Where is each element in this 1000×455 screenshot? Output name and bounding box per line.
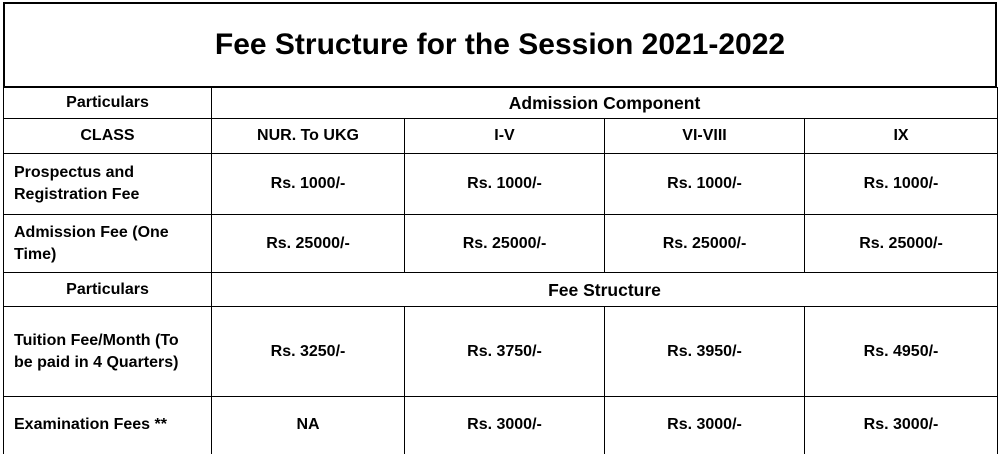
row-label: Examination Fees ** bbox=[4, 397, 212, 454]
admission-component-header: Admission Component bbox=[212, 88, 998, 119]
class-header: CLASS bbox=[4, 119, 212, 154]
fee-cell: Rs. 3250/- bbox=[212, 307, 405, 397]
fee-cell: Rs. 1000/- bbox=[405, 154, 605, 215]
table-row bbox=[4, 397, 998, 454]
fee-cell: Rs. 3950/- bbox=[605, 307, 805, 397]
table-row bbox=[4, 154, 998, 215]
fee-cell: Rs. 3000/- bbox=[405, 397, 605, 454]
admission-header-row bbox=[4, 88, 998, 119]
fee-cell: Rs. 25000/- bbox=[212, 215, 405, 273]
row-label: Tuition Fee/Month (To be paid in 4 Quarters) bbox=[4, 307, 212, 397]
fee-cell: Rs. 3750/- bbox=[405, 307, 605, 397]
fee-structure-header: Fee Structure bbox=[212, 273, 998, 307]
fee-cell: Rs. 3000/- bbox=[805, 397, 998, 454]
fee-cell: NA bbox=[212, 397, 405, 454]
fee-structure-header-row bbox=[4, 273, 998, 307]
table-row bbox=[4, 215, 998, 273]
fee-cell: Rs. 3000/- bbox=[605, 397, 805, 454]
table-row bbox=[4, 307, 998, 397]
row-label: Admission Fee (One Time) bbox=[4, 215, 212, 273]
class-column-header: NUR. To UKG bbox=[212, 119, 405, 154]
fee-table bbox=[3, 87, 998, 454]
class-column-header: VI-VIII bbox=[605, 119, 805, 154]
row-label: Prospectus and Registration Fee bbox=[4, 154, 212, 215]
fee-cell: Rs. 1000/- bbox=[605, 154, 805, 215]
fee-cell: Rs. 1000/- bbox=[805, 154, 998, 215]
fee-cell: Rs. 4950/- bbox=[805, 307, 998, 397]
class-column-header: I-V bbox=[405, 119, 605, 154]
fee-cell: Rs. 1000/- bbox=[212, 154, 405, 215]
particulars-header: Particulars bbox=[4, 88, 212, 119]
class-column-header: IX bbox=[805, 119, 998, 154]
fee-cell: Rs. 25000/- bbox=[605, 215, 805, 273]
fee-cell: Rs. 25000/- bbox=[405, 215, 605, 273]
particulars-header: Particulars bbox=[4, 273, 212, 307]
document-title: Fee Structure for the Session 2021-2022 bbox=[3, 2, 997, 88]
fee-cell: Rs. 25000/- bbox=[805, 215, 998, 273]
class-row bbox=[4, 119, 998, 154]
